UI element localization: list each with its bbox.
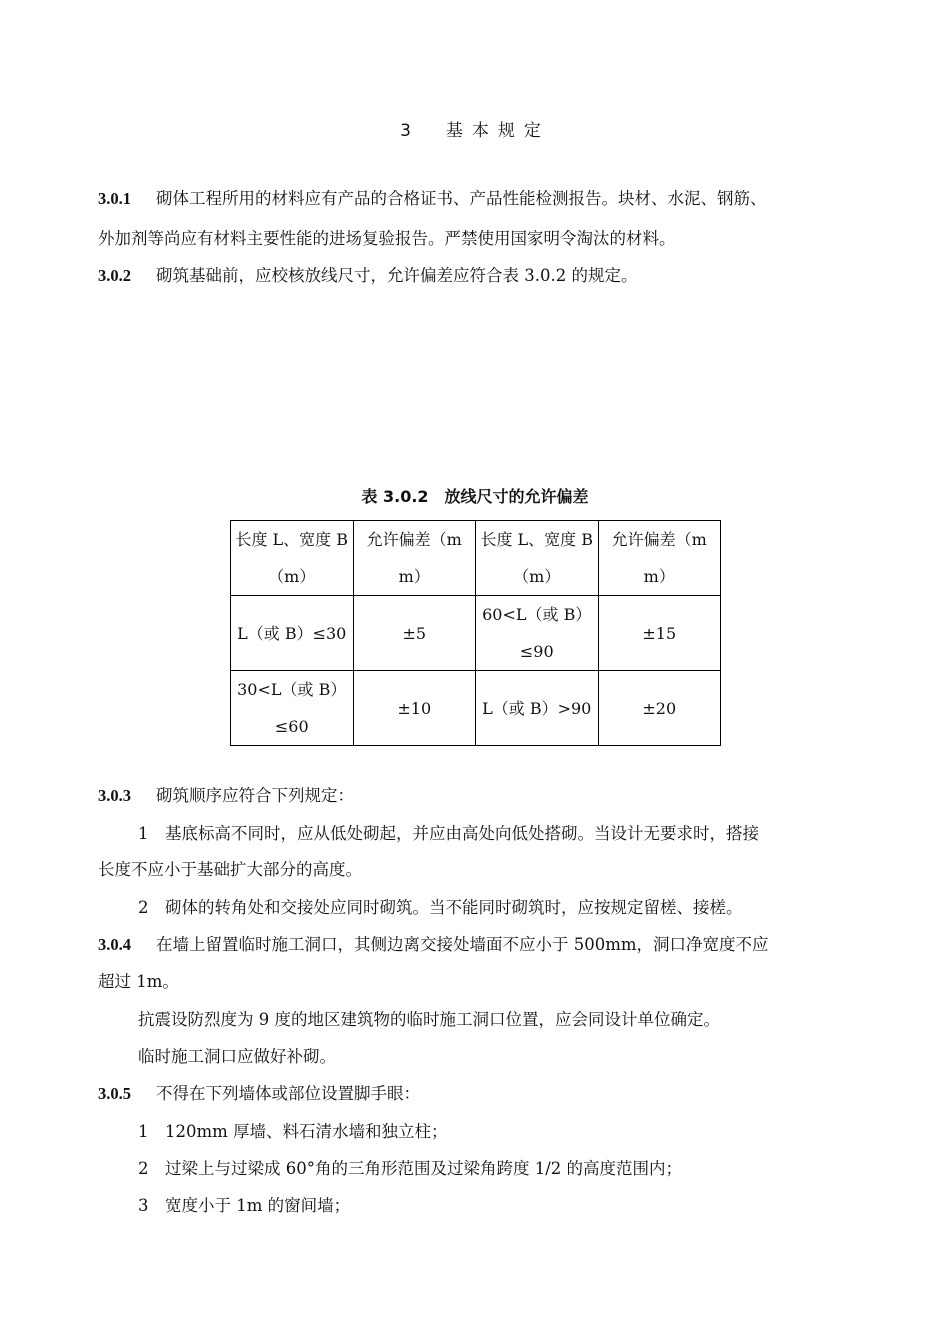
header-cell: 允许偏差（mm） (353, 521, 476, 596)
clause-3-0-5-item-1: 1 120mm 厚墙、料石清水墙和独立柱； (138, 1122, 448, 1141)
clause-3-0-5-item-3: 3 宽度小于 1m 的窗间墙； (138, 1196, 351, 1215)
table-row (231, 596, 721, 671)
header-cell: 长度 L、宽度 B（m） (476, 521, 599, 596)
clause-3-0-2: 3.0.2 砌筑基础前，应校核放线尺寸，允许偏差应符合表 3.0.2 的规定。 (98, 266, 638, 285)
header-cell: 长度 L、宽度 B（m） (231, 521, 354, 596)
clause-3-0-4-cont: 超过 1m。 (98, 972, 179, 991)
table-cell: ±20 (598, 671, 721, 746)
clause-3-0-1: 3.0.1 砌体工程所用的材料应有产品的合格证书、产品性能检测报告。块材、水泥、钢筋、 (98, 189, 767, 208)
table-cell: ±5 (353, 596, 476, 671)
table-header-row (231, 521, 721, 596)
clause-3-0-1-cont: 外加剂等尚应有材料主要性能的进场复验报告。严禁使用国家明令淘汰的材料。 (98, 229, 676, 248)
clause-3-0-3-item-1: 1 基底标高不同时，应从低处砌起，并应由高处向低处搭砌。当设计无要求时，搭接 (138, 824, 759, 843)
table-cell: 30<L（或 B）≤60 (231, 671, 354, 746)
table-cell: 60<L（或 B）≤90 (476, 596, 599, 671)
clause-3-0-4-para-2: 抗震设防烈度为 9 度的地区建筑物的临时施工洞口位置，应会同设计单位确定。 (138, 1010, 720, 1029)
table-cell: L（或 B）>90 (476, 671, 599, 746)
deviation-table (230, 520, 721, 746)
clause-3-0-3: 3.0.3 砌筑顺序应符合下列规定： (98, 786, 354, 805)
header-cell: 允许偏差（mm） (598, 521, 721, 596)
table-caption: 表 3.0.2 放线尺寸的允许偏差 (361, 487, 589, 506)
clause-3-0-3-item-2: 2 砌体的转角处和交接处应同时砌筑。当不能同时砌筑时，应按规定留槎、接槎。 (138, 898, 743, 917)
chapter-title: 3 基本规定 (400, 121, 550, 141)
table-cell: ±15 (598, 596, 721, 671)
table-cell: ±10 (353, 671, 476, 746)
clause-3-0-4: 3.0.4 在墙上留置临时施工洞口，其侧边离交接处墙面不应小于 500mm，洞口净宽度不应 (98, 935, 769, 954)
clause-3-0-4-para-3: 临时施工洞口应做好补砌。 (138, 1047, 336, 1066)
table-row (231, 671, 721, 746)
clause-3-0-5: 3.0.5 不得在下列墙体或部位设置脚手眼： (98, 1084, 420, 1103)
clause-3-0-5-item-2: 2 过梁上与过梁成 60°角的三角形范围及过梁角跨度 1/2 的高度范围内； (138, 1159, 683, 1178)
table-cell: L（或 B）≤30 (231, 596, 354, 671)
clause-3-0-3-item-1-cont: 长度不应小于基础扩大部分的高度。 (98, 860, 362, 879)
